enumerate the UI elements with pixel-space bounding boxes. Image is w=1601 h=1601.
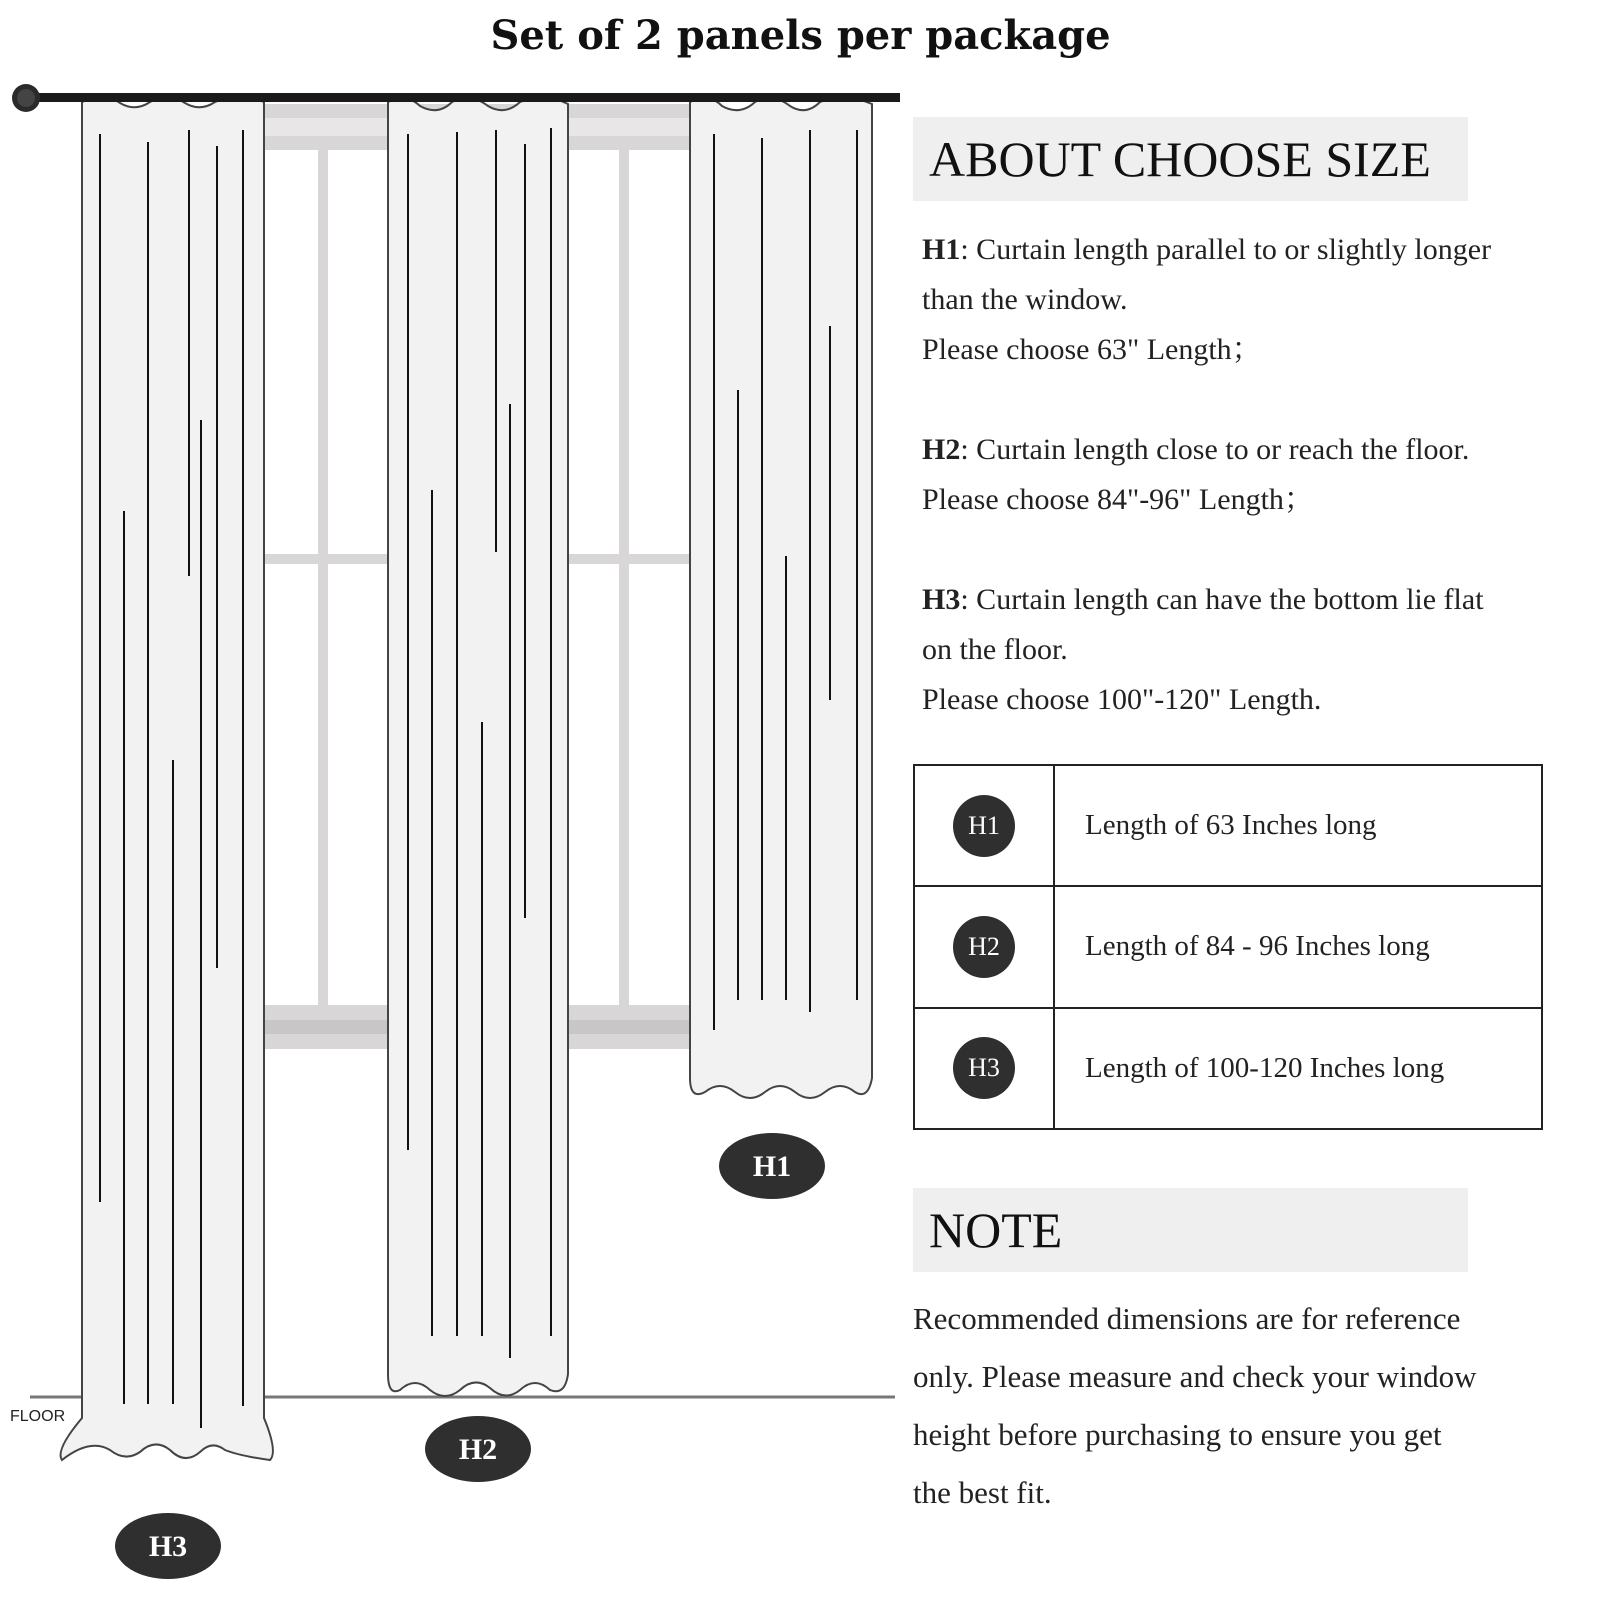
badge-h3 xyxy=(115,1513,221,1579)
svg-text:H2: H2 xyxy=(458,1433,498,1466)
table-cell-length: Length of 100-120 Inches long xyxy=(1054,1008,1542,1129)
floor-label: FLOOR xyxy=(10,1408,66,1425)
page-title: Set of 2 panels per package xyxy=(490,12,1111,59)
svg-text:H1: H1 xyxy=(752,1150,792,1183)
curtain-h3 xyxy=(61,97,273,1460)
curtain-h1 xyxy=(690,97,872,1098)
note-text: Recommended dimensions are for reference only. Please measure and check your window height before purchasing to ensure you get the best fit. xyxy=(913,1301,1477,1510)
window-mullion-left xyxy=(318,150,328,1008)
size-item-h3: H3: Curtain length can have the bottom lie flat on the floor. Please choose 100"-120" Length. xyxy=(922,583,1484,716)
size-item-h2: H2: Curtain length close to or reach the floor. Please choose 84"-96" Length； xyxy=(922,433,1470,516)
note-heading: NOTE xyxy=(913,1188,1468,1272)
badge-h1 xyxy=(719,1133,825,1199)
size-item-key: H3 xyxy=(922,583,961,616)
badge-h2 xyxy=(425,1416,531,1482)
badge-h3-table: H3 xyxy=(953,1037,1015,1099)
table-cell-length: Length of 84 - 96 Inches long xyxy=(1054,886,1542,1007)
about-heading: ABOUT CHOOSE SIZE xyxy=(913,117,1468,201)
window-mullion-right xyxy=(619,150,629,1008)
table-row xyxy=(914,765,1542,886)
size-item-h1: H1: Curtain length parallel to or slightly longer than the window. Please choose 63" Length； xyxy=(922,233,1492,366)
svg-text:H3: H3 xyxy=(148,1530,188,1563)
size-item-key: H2 xyxy=(922,433,961,466)
size-item-key: H1 xyxy=(922,233,961,266)
size-table xyxy=(913,764,1543,1130)
table-cell-length: Length of 63 Inches long xyxy=(1054,765,1542,886)
table-row xyxy=(914,886,1542,1007)
badge-h2-table: H2 xyxy=(953,916,1015,978)
table-row xyxy=(914,1008,1542,1129)
curtain-h2 xyxy=(388,97,568,1396)
badge-h1-table: H1 xyxy=(953,795,1015,857)
